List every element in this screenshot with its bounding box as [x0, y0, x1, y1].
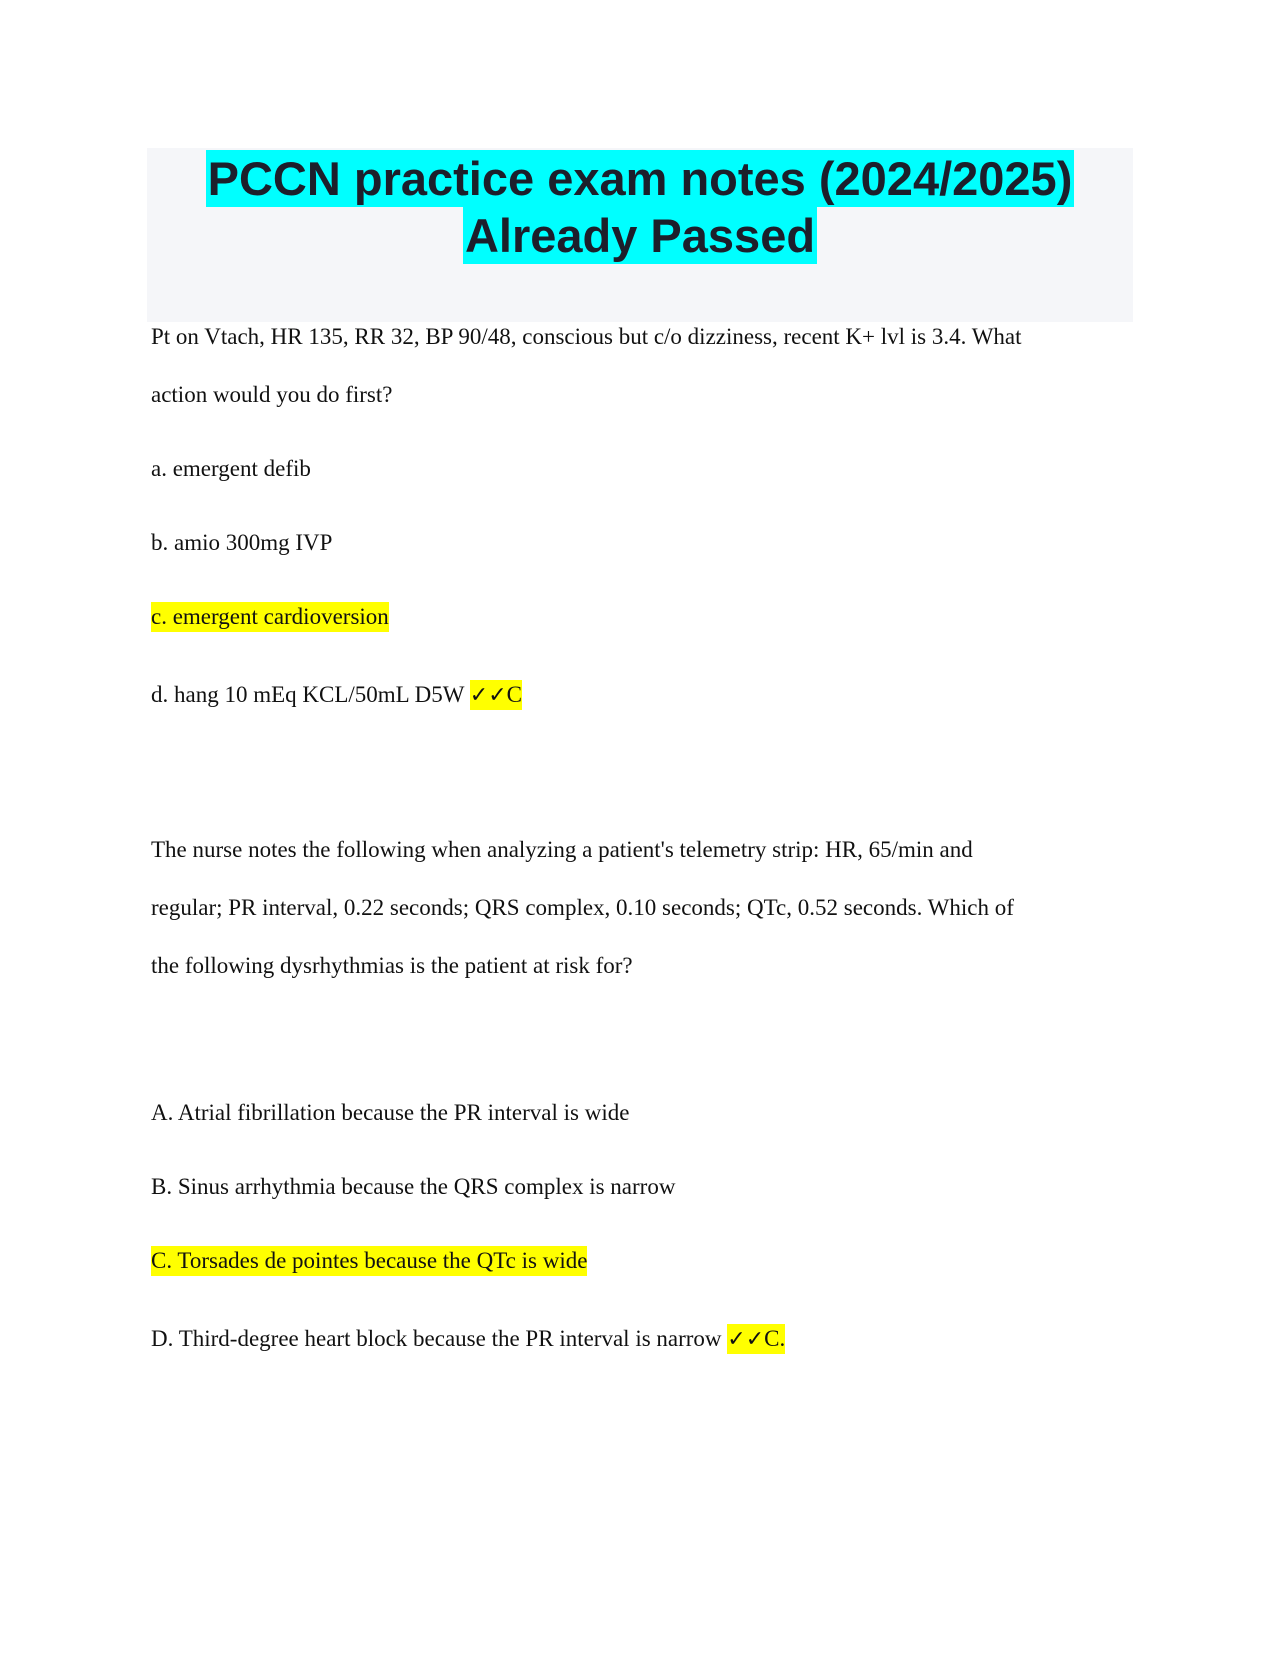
title-line-2: Already Passed: [464, 209, 816, 262]
q2-option-d: D. Third-degree heart block because the PR interval is narrow: [151, 1326, 722, 1351]
check-marks-icon: ✓✓: [727, 1327, 765, 1352]
q2-answer: C.: [764, 1326, 786, 1351]
q1-option-b: b. amio 300mg IVP: [151, 530, 333, 555]
q1-option-a: a. emergent defib: [151, 456, 311, 481]
q1-option-d-row: [151, 680, 522, 711]
title-block: [147, 148, 1133, 322]
q1-answer: C: [506, 682, 522, 707]
check-marks-icon: ✓✓: [469, 683, 507, 708]
q2-stem-line-2: regular; PR interval, 0.22 seconds; QRS complex, 0.10 seconds; QTc, 0.52 seconds. Which of: [151, 895, 1014, 920]
q2-answer-highlight: [727, 1324, 785, 1354]
q2-option-c: [151, 1246, 587, 1276]
q2-stem-line-1: The nurse notes the following when analyzing a patient's telemetry strip: HR, 65/min and: [151, 837, 973, 862]
q2-option-d-row: [151, 1324, 785, 1355]
q1-option-d: d. hang 10 mEq KCL/50mL D5W: [151, 682, 465, 707]
q1-option-c: [151, 602, 389, 632]
q1-stem-line-1: Pt on Vtach, HR 135, RR 32, BP 90/48, conscious but c/o dizziness, recent K+ lvl is 3.4. What: [151, 324, 1022, 349]
q1-option-c-highlight: c. emergent cardioversion: [151, 602, 389, 632]
q1-stem-line-2: action would you do first?: [151, 382, 393, 407]
q2-option-c-highlight: C. Torsades de pointes because the QTc is wide: [151, 1246, 587, 1276]
q2-stem-line-3: the following dysrhythmias is the patient at risk for?: [151, 953, 633, 978]
title-line-1: PCCN practice exam notes (2024/2025): [207, 152, 1073, 205]
q2-option-b: B. Sinus arrhythmia because the QRS complex is narrow: [151, 1174, 676, 1199]
q1-answer-highlight: [470, 680, 522, 710]
q2-option-a: A. Atrial fibrillation because the PR interval is wide: [151, 1100, 630, 1125]
